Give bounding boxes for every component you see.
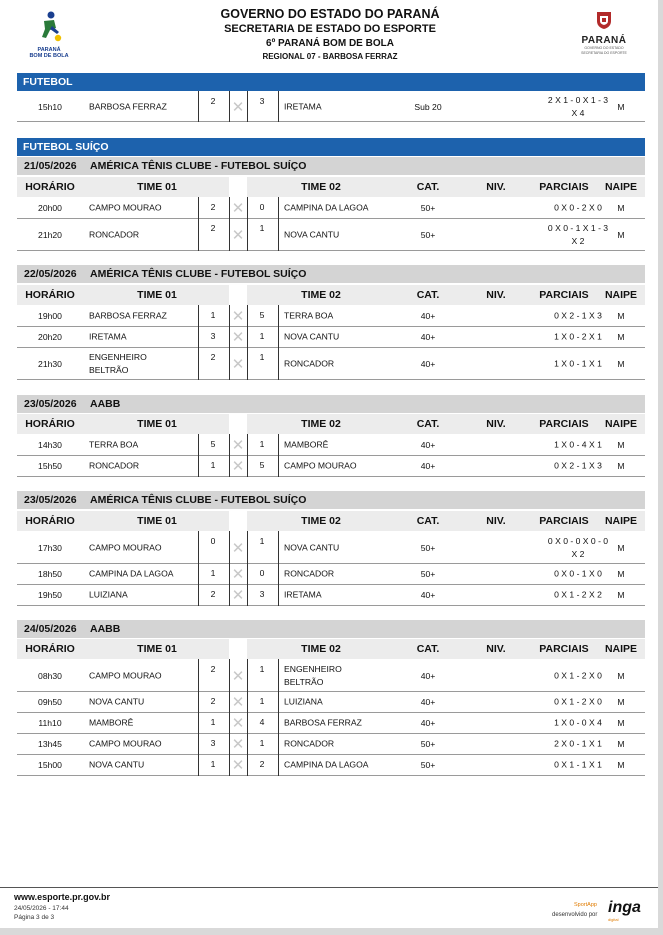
table-row bbox=[17, 198, 645, 219]
naipe: M bbox=[617, 590, 625, 600]
team-2: CAMPO MOURAO bbox=[284, 460, 357, 471]
team-2: NOVA CANTU bbox=[284, 542, 340, 552]
match-time: 09h50 bbox=[38, 697, 62, 707]
team-1: MAMBORÊ bbox=[89, 717, 134, 728]
team-2: RONCADOR bbox=[284, 738, 335, 749]
partials: 1 X 0 - 0 X 4 bbox=[554, 717, 602, 728]
versus-x-icon: ✕ bbox=[231, 667, 245, 685]
header-regional: REGIONAL 07 - BARBOSA FERRAZ bbox=[262, 52, 398, 61]
category: 40+ bbox=[420, 358, 436, 369]
day-venue-header bbox=[17, 395, 645, 413]
block-date: 23/05/2026 bbox=[24, 494, 77, 506]
partials: 1 X 0 - 4 X 1 bbox=[554, 439, 602, 450]
versus-x-icon: ✕ bbox=[231, 694, 245, 711]
match-time: 20h20 bbox=[38, 332, 62, 342]
team-1: TERRA BOA bbox=[89, 439, 139, 450]
day-venue-header bbox=[17, 157, 645, 175]
score-1: 1 bbox=[210, 759, 216, 769]
col-parciais: PARCIAIS bbox=[539, 289, 589, 301]
col-gap bbox=[229, 414, 247, 434]
table-row bbox=[17, 734, 645, 755]
table-row bbox=[17, 92, 645, 122]
partials: 0 X 1 - 1 X 1 bbox=[554, 759, 602, 770]
col-time02: TIME 02 bbox=[301, 418, 341, 430]
partials: 1 X 0 - 1 X 1 bbox=[554, 358, 602, 368]
table-row bbox=[17, 435, 645, 456]
col-horario: HORÁRIO bbox=[25, 418, 75, 430]
category: 50+ bbox=[420, 542, 436, 553]
naipe: M bbox=[617, 718, 625, 728]
column-headers bbox=[17, 414, 645, 434]
category: 40+ bbox=[420, 670, 436, 681]
col-time02: TIME 02 bbox=[301, 181, 341, 193]
column-headers bbox=[17, 511, 645, 531]
col-cat: CAT. bbox=[416, 181, 440, 193]
day-venue-header bbox=[17, 491, 645, 509]
table-row bbox=[17, 532, 645, 564]
col-cat: CAT. bbox=[416, 418, 440, 430]
partials: 2 X 1 - 0 X 1 - 3 X 4 bbox=[547, 94, 609, 118]
score-1: 1 bbox=[210, 717, 216, 727]
category: 40+ bbox=[420, 461, 436, 471]
table-row bbox=[17, 585, 645, 606]
match-time: 21h20 bbox=[38, 229, 62, 240]
match-time: 19h00 bbox=[38, 311, 62, 321]
col-gap bbox=[229, 285, 247, 305]
col-time02: TIME 02 bbox=[301, 643, 341, 655]
team-2: CAMPINA DA LAGOA bbox=[284, 202, 369, 213]
naipe: M bbox=[617, 569, 625, 579]
category: 40+ bbox=[420, 718, 436, 728]
match-time: 08h30 bbox=[38, 670, 62, 681]
logo-left-line1: PARANÁ bbox=[37, 47, 61, 53]
player-icon bbox=[34, 10, 64, 42]
team-1: NOVA CANTU bbox=[89, 759, 145, 770]
col-niv: NIV. bbox=[486, 515, 506, 527]
versus-x-icon: ✕ bbox=[231, 587, 245, 604]
parana-government-logo bbox=[574, 10, 634, 60]
team-1: CAMPO MOURAO bbox=[89, 670, 162, 680]
col-time01: TIME 01 bbox=[137, 181, 177, 193]
footer-divider bbox=[0, 887, 658, 888]
col-gap bbox=[229, 639, 247, 659]
score-2: 3 bbox=[259, 589, 265, 599]
team-1: IRETAMA bbox=[89, 331, 127, 342]
score-1: 2 bbox=[210, 352, 216, 362]
team-2: IRETAMA bbox=[284, 101, 322, 111]
naipe: M bbox=[617, 739, 625, 749]
score-2: 2 bbox=[259, 759, 265, 769]
block-venue: AMÉRICA TÊNIS CLUBE - FUTEBOL SUÍÇO bbox=[90, 160, 307, 172]
partials: 1 X 0 - 2 X 1 bbox=[554, 331, 602, 342]
score-1: 1 bbox=[210, 310, 216, 320]
score-2: 5 bbox=[259, 310, 265, 320]
score-2: 1 bbox=[259, 738, 265, 748]
score-1: 2 bbox=[210, 223, 216, 233]
score-2: 1 bbox=[259, 664, 265, 674]
naipe: M bbox=[617, 101, 625, 112]
match-time: 11h10 bbox=[38, 718, 62, 728]
header-government: GOVERNO DO ESTADO DO PARANÁ bbox=[220, 7, 440, 21]
team-2: RONCADOR bbox=[284, 358, 335, 368]
column-headers bbox=[17, 177, 645, 197]
match-time: 20h00 bbox=[38, 203, 62, 213]
team-2: ENGENHEIRO BELTRÃO bbox=[284, 663, 342, 687]
score-2: 1 bbox=[259, 331, 265, 341]
match-time: 19h50 bbox=[38, 590, 62, 600]
score-1: 2 bbox=[210, 664, 216, 674]
score-2: 0 bbox=[259, 568, 265, 578]
footer-datetime: 24/05/2026 - 17:44 bbox=[14, 905, 69, 912]
developed-by-label: desenvolvido por bbox=[552, 912, 598, 918]
team-2: BARBOSA FERRAZ bbox=[284, 717, 362, 728]
col-niv: NIV. bbox=[486, 181, 506, 193]
col-parciais: PARCIAIS bbox=[539, 643, 589, 655]
score-1: 1 bbox=[210, 460, 216, 470]
category: 50+ bbox=[420, 203, 436, 213]
block-date: 21/05/2026 bbox=[24, 160, 77, 172]
match-time: 15h50 bbox=[38, 461, 62, 471]
naipe: M bbox=[617, 311, 625, 321]
naipe: M bbox=[617, 203, 625, 213]
col-naipe: NAIPE bbox=[604, 515, 638, 527]
table-row bbox=[17, 755, 645, 776]
partials: 0 X 1 - 2 X 0 bbox=[554, 696, 602, 707]
block-date: 22/05/2026 bbox=[24, 268, 77, 280]
naipe: M bbox=[617, 760, 625, 770]
col-horario: HORÁRIO bbox=[25, 515, 75, 527]
day-venue-header bbox=[17, 620, 645, 638]
category: 50+ bbox=[420, 760, 436, 770]
team-2: CAMPINA DA LAGOA bbox=[284, 759, 369, 770]
column-headers bbox=[17, 639, 645, 659]
category: 40+ bbox=[420, 697, 436, 707]
score-1: 3 bbox=[210, 331, 216, 341]
sportapp-label: SportApp bbox=[574, 902, 597, 908]
logo-right-brand: PARANÁ bbox=[581, 35, 627, 46]
score-2: 1 bbox=[259, 696, 265, 706]
col-cat: CAT. bbox=[416, 515, 440, 527]
versus-x-icon: ✕ bbox=[231, 329, 245, 346]
col-cat: CAT. bbox=[416, 289, 440, 301]
naipe: M bbox=[617, 697, 625, 707]
partials: 2 X 0 - 1 X 1 bbox=[554, 738, 602, 749]
block-venue: AMÉRICA TÊNIS CLUBE - FUTEBOL SUÍÇO bbox=[90, 494, 307, 506]
col-time02: TIME 02 bbox=[301, 515, 341, 527]
team-1: LUIZIANA bbox=[89, 589, 128, 600]
inga-logo-sub: digital bbox=[608, 917, 619, 922]
logo-right-sub1: GOVERNO DO ESTADO bbox=[584, 46, 624, 50]
versus-x-icon: ✕ bbox=[231, 736, 245, 753]
naipe: M bbox=[617, 229, 625, 240]
versus-x-icon: ✕ bbox=[231, 355, 245, 373]
partials: 0 X 1 - 2 X 2 bbox=[554, 589, 602, 600]
category: 50+ bbox=[420, 229, 436, 240]
team-1: RONCADOR bbox=[89, 460, 140, 471]
match-time: 15h10 bbox=[38, 101, 62, 112]
block-venue: AMÉRICA TÊNIS CLUBE - FUTEBOL SUÍÇO bbox=[90, 268, 307, 280]
naipe: M bbox=[617, 461, 625, 471]
team-1: RONCADOR bbox=[89, 229, 140, 239]
team-1: CAMPO MOURAO bbox=[89, 202, 162, 213]
naipe: M bbox=[617, 440, 625, 450]
score-2: 1 bbox=[259, 352, 265, 362]
versus-x-icon: ✕ bbox=[231, 200, 245, 217]
score-1: 0 bbox=[210, 536, 216, 546]
page-edge-right bbox=[658, 0, 663, 935]
naipe: M bbox=[617, 332, 625, 342]
table-row bbox=[17, 660, 645, 692]
logo-left-line2: BOM DE BOLA bbox=[29, 53, 69, 59]
naipe: M bbox=[617, 670, 625, 681]
col-gap bbox=[229, 511, 247, 531]
versus-x-icon: ✕ bbox=[231, 539, 245, 557]
team-2: IRETAMA bbox=[284, 589, 322, 600]
match-time: 13h45 bbox=[38, 739, 62, 749]
col-naipe: NAIPE bbox=[604, 418, 638, 430]
block-date: 23/05/2026 bbox=[24, 398, 77, 410]
naipe: M bbox=[617, 542, 625, 553]
versus-x-icon: ✕ bbox=[231, 757, 245, 774]
score-2: 5 bbox=[259, 460, 265, 470]
col-parciais: PARCIAIS bbox=[539, 418, 589, 430]
naipe: M bbox=[617, 358, 625, 369]
partials: 0 X 0 - 1 X 0 bbox=[554, 568, 602, 579]
table-row bbox=[17, 348, 645, 380]
match-time: 18h50 bbox=[38, 569, 62, 579]
col-naipe: NAIPE bbox=[604, 289, 638, 301]
col-time01: TIME 01 bbox=[137, 515, 177, 527]
coat-of-arms-icon bbox=[593, 10, 615, 30]
col-naipe: NAIPE bbox=[604, 181, 638, 193]
score-1: 3 bbox=[210, 738, 216, 748]
section-futebol-suico: FUTEBOL SUÍÇO bbox=[17, 138, 645, 156]
table-row bbox=[17, 564, 645, 585]
footer-page-number: Página 3 de 3 bbox=[14, 914, 55, 921]
category: 50+ bbox=[420, 739, 436, 749]
versus-x-icon: ✕ bbox=[231, 226, 245, 244]
score-1: 1 bbox=[210, 568, 216, 578]
partials: 0 X 1 - 2 X 0 bbox=[554, 670, 602, 680]
header-event: 6º PARANÁ BOM DE BOLA bbox=[266, 38, 394, 49]
versus-x-icon: ✕ bbox=[231, 566, 245, 583]
inga-logo: inga bbox=[608, 899, 641, 916]
score-1: 2 bbox=[210, 202, 216, 212]
versus-x-icon: ✕ bbox=[231, 715, 245, 732]
col-horario: HORÁRIO bbox=[25, 289, 75, 301]
match-time: 21h30 bbox=[38, 358, 62, 369]
table-row bbox=[17, 692, 645, 713]
score-1: 2 bbox=[210, 696, 216, 706]
col-parciais: PARCIAIS bbox=[539, 181, 589, 193]
score-2: 3 bbox=[259, 96, 265, 106]
category: Sub 20 bbox=[414, 101, 442, 112]
col-horario: HORÁRIO bbox=[25, 643, 75, 655]
score-1: 2 bbox=[210, 589, 216, 599]
score-2: 0 bbox=[259, 202, 265, 212]
versus-x-icon: ✕ bbox=[231, 308, 245, 325]
col-time02: TIME 02 bbox=[301, 289, 341, 301]
parana-bom-de-bola-logo bbox=[24, 10, 74, 60]
match-time: 15h00 bbox=[38, 760, 62, 770]
table-row bbox=[17, 219, 645, 251]
versus-x-icon: ✕ bbox=[231, 98, 245, 116]
column-headers bbox=[17, 285, 645, 305]
document-header bbox=[140, 6, 520, 63]
score-1: 5 bbox=[210, 439, 216, 449]
header-secretary: SECRETARIA DE ESTADO DO ESPORTE bbox=[224, 23, 436, 35]
team-2: NOVA CANTU bbox=[284, 331, 340, 342]
partials: 0 X 0 - 1 X 1 - 3 X 2 bbox=[547, 222, 609, 246]
partials: 0 X 2 - 1 X 3 bbox=[554, 310, 602, 321]
col-time01: TIME 01 bbox=[137, 289, 177, 301]
match-time: 17h30 bbox=[38, 542, 62, 553]
table-row bbox=[17, 327, 645, 348]
col-naipe: NAIPE bbox=[604, 643, 638, 655]
team-2: RONCADOR bbox=[284, 568, 335, 579]
category: 50+ bbox=[420, 569, 436, 579]
score-2: 1 bbox=[259, 439, 265, 449]
team-1: ENGENHEIRO BELTRÃO bbox=[89, 351, 147, 375]
col-niv: NIV. bbox=[486, 643, 506, 655]
block-date: 24/05/2026 bbox=[24, 623, 77, 635]
partials: 0 X 0 - 2 X 0 bbox=[554, 202, 602, 213]
category: 40+ bbox=[420, 311, 436, 321]
table-row bbox=[17, 713, 645, 734]
logo-right-sub2: SECRETARIA DO ESPORTE bbox=[581, 51, 627, 55]
team-2: LUIZIANA bbox=[284, 696, 323, 707]
footer-website-link[interactable]: www.esporte.pr.gov.br bbox=[14, 892, 111, 902]
score-2: 1 bbox=[259, 223, 265, 233]
match-time: 14h30 bbox=[38, 440, 62, 450]
block-venue: AABB bbox=[90, 398, 121, 410]
category: 40+ bbox=[420, 590, 436, 600]
col-time01: TIME 01 bbox=[137, 418, 177, 430]
team-1: CAMPO MOURAO bbox=[89, 738, 162, 749]
col-niv: NIV. bbox=[486, 289, 506, 301]
team-1: NOVA CANTU bbox=[89, 696, 145, 707]
day-venue-header bbox=[17, 265, 645, 283]
versus-x-icon: ✕ bbox=[231, 437, 245, 454]
partials: 0 X 0 - 0 X 0 - 0 X 2 bbox=[547, 535, 609, 559]
col-time01: TIME 01 bbox=[137, 643, 177, 655]
score-1: 2 bbox=[210, 96, 216, 106]
category: 40+ bbox=[420, 440, 436, 450]
team-2: NOVA CANTU bbox=[284, 229, 340, 239]
block-venue: AABB bbox=[90, 623, 121, 635]
team-2: TERRA BOA bbox=[284, 310, 334, 321]
team-2: MAMBORÊ bbox=[284, 439, 329, 450]
score-2: 4 bbox=[259, 717, 265, 727]
table-row bbox=[17, 456, 645, 477]
team-1: CAMPINA DA LAGOA bbox=[89, 568, 174, 579]
versus-x-icon: ✕ bbox=[231, 458, 245, 475]
team-1: BARBOSA FERRAZ bbox=[89, 101, 167, 111]
col-horario: HORÁRIO bbox=[25, 181, 75, 193]
category: 40+ bbox=[420, 332, 436, 342]
col-niv: NIV. bbox=[486, 418, 506, 430]
section-futebol: FUTEBOL bbox=[17, 73, 645, 91]
team-1: CAMPO MOURAO bbox=[89, 542, 162, 552]
score-2: 1 bbox=[259, 536, 265, 546]
table-row bbox=[17, 306, 645, 327]
col-parciais: PARCIAIS bbox=[539, 515, 589, 527]
col-gap bbox=[229, 177, 247, 197]
partials: 0 X 2 - 1 X 3 bbox=[554, 460, 602, 471]
page-edge-bottom bbox=[0, 928, 663, 935]
col-cat: CAT. bbox=[416, 643, 440, 655]
team-1: BARBOSA FERRAZ bbox=[89, 310, 167, 321]
